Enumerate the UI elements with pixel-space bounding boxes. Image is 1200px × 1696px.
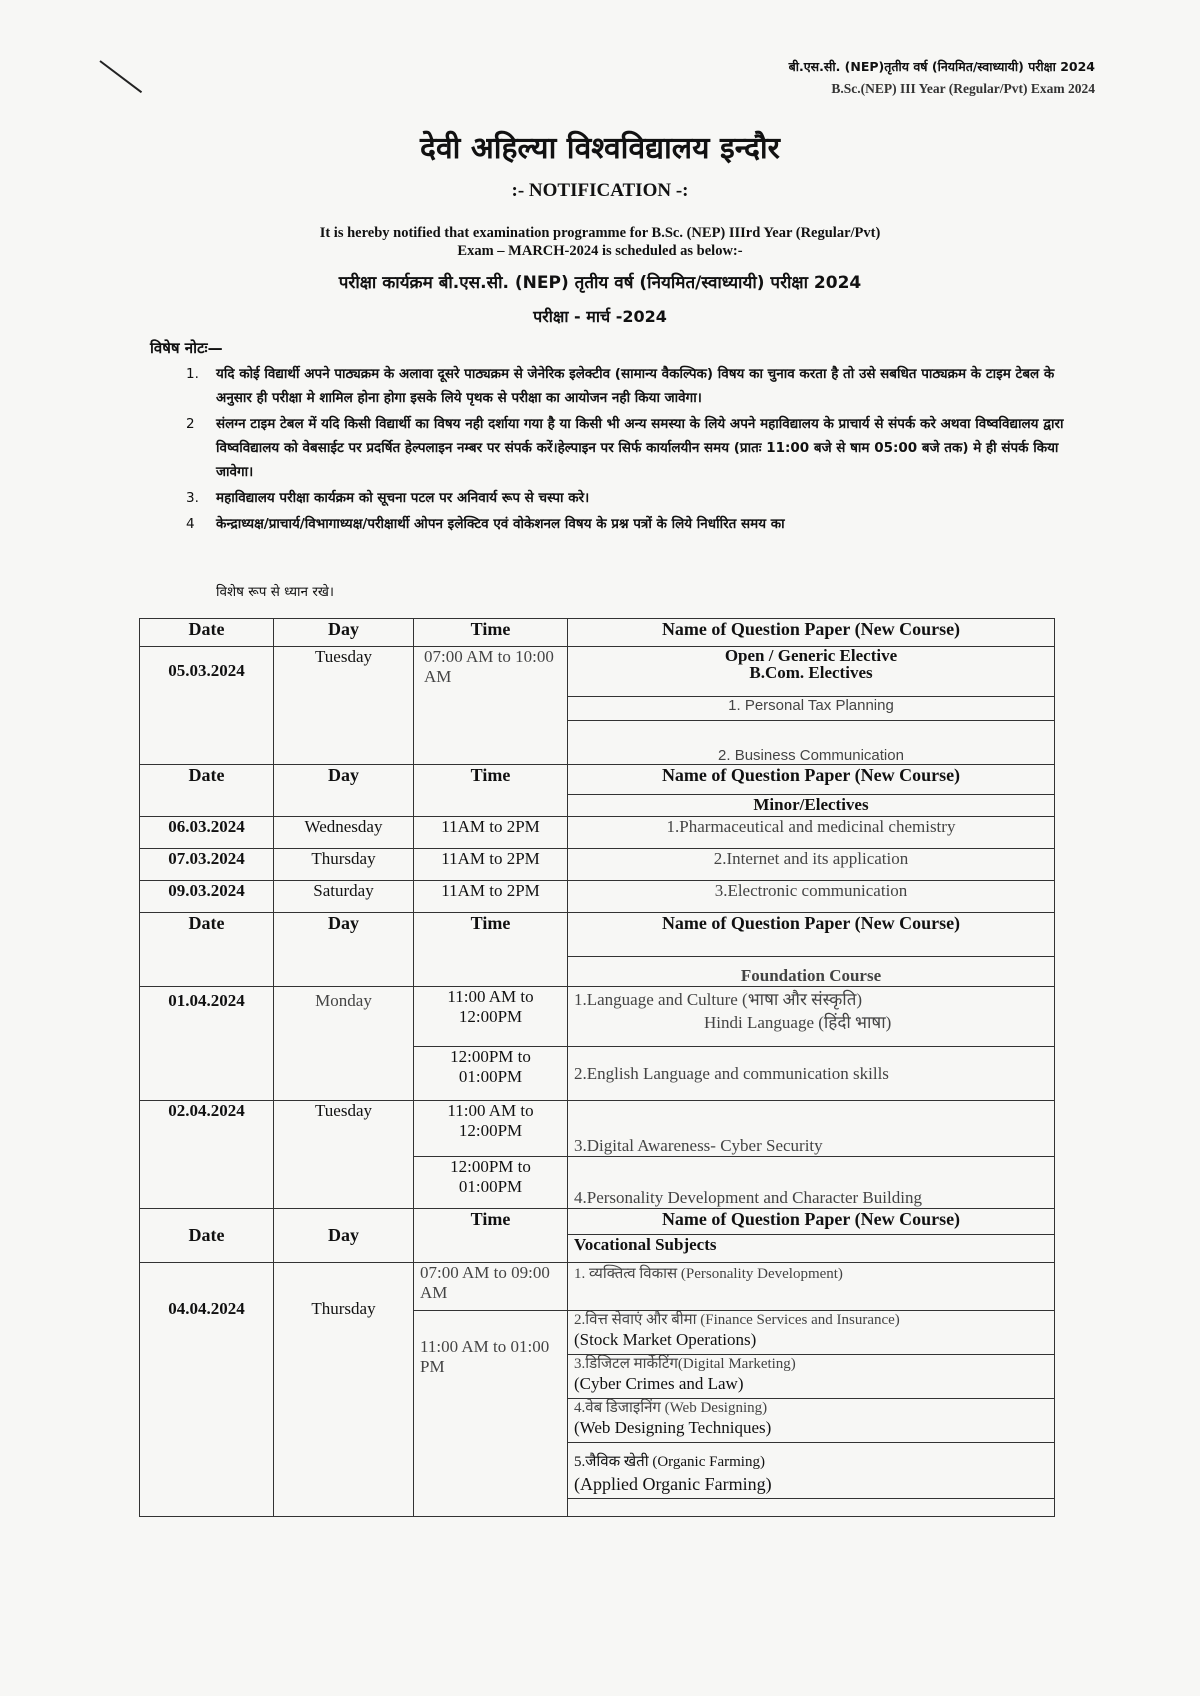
header-date: Date	[140, 765, 274, 817]
header-time: Time	[414, 619, 568, 647]
header-day: Day	[274, 765, 414, 817]
intro-line-2: Exam – MARCH-2024 is scheduled as below:-	[457, 243, 743, 259]
time-cell: 11AM to 2PM	[414, 849, 568, 881]
date-cell: 02.04.2024	[140, 1101, 274, 1209]
day-cell: Tuesday	[274, 1101, 414, 1209]
day-cell: Saturday	[274, 881, 414, 913]
date-cell: 04.04.2024	[140, 1263, 274, 1517]
time-cell: 07:00 AM to 10:00 AM	[414, 647, 568, 765]
header-paper: Name of Question Paper (New Course)	[568, 765, 1055, 795]
table-row	[140, 1101, 1055, 1157]
exam-title-hindi: बी.एस.सी. (NEP)तृतीय वर्ष (नियमित/स्वाध्यायी) परीक्षा 2024	[788, 59, 1095, 74]
paper-cell: 1. Personal Tax Planning	[568, 697, 1055, 721]
day-cell: Wednesday	[274, 817, 414, 849]
table-header-row	[140, 913, 1055, 957]
time-cell: 11:00 AM to 12:00PM	[414, 987, 568, 1047]
section-heading: Vocational Subjects	[568, 1235, 1055, 1263]
intro-line-1: It is hereby notified that examination programme for B.Sc. (NEP) IIIrd Year (Regular/Pvt)	[319, 225, 881, 241]
university-name: देवी अहिल्या विश्वविद्यालय इन्दौर	[420, 131, 780, 166]
date-cell: 06.03.2024	[140, 817, 274, 849]
section-heading: Minor/Electives	[568, 795, 1055, 817]
paper-cell: 1.Pharmaceutical and medicinal chemistry	[568, 817, 1055, 849]
header-paper: Name of Question Paper (New Course)	[568, 913, 1055, 957]
day-cell: Thursday	[274, 1263, 414, 1517]
time-cell: 11AM to 2PM	[414, 881, 568, 913]
header-day: Day	[274, 913, 414, 987]
table-row	[140, 987, 1055, 1047]
header-date: Date	[140, 913, 274, 987]
date-cell: 09.03.2024	[140, 881, 274, 913]
pen-mark	[99, 60, 142, 93]
paper-cell: 4.Personality Development and Character Building	[568, 1157, 1055, 1209]
intro-hindi: परीक्षा कार्यक्रम बी.एस.सी. (NEP) तृतीय वर्ष (नियमित/स्वाध्यायी) परीक्षा 2024	[338, 273, 862, 293]
paper-cell: 2.English Language and communication skills	[568, 1047, 1055, 1101]
time-cell: 11:00 AM to 01:00 PM	[414, 1311, 568, 1517]
table-row	[140, 817, 1055, 849]
time-cell: 12:00PM to 01:00PM	[414, 1157, 568, 1209]
table-row	[140, 1263, 1055, 1311]
table-row	[140, 881, 1055, 913]
day-cell: Tuesday	[274, 647, 414, 765]
header-paper: Name of Question Paper (New Course)	[568, 619, 1055, 647]
paper-cell: 4.वेब डिजाइनिंग (Web Designing) (Web Designing Techniques)	[568, 1399, 1055, 1443]
header-day: Day	[274, 1209, 414, 1263]
section-heading: Foundation Course	[568, 957, 1055, 987]
paper-cell: 3.Digital Awareness- Cyber Security	[568, 1101, 1055, 1157]
note-item: 1. यदि कोई विद्यार्थी अपने पाठ्यक्रम के अलावा दूसरे पाठ्यक्रम से जेनेरिक इलेक्टीव (सामान्य वैकल्पिक) विषय का चुनाव करता है तो उसे सबधित पाठ्यक्रम के टाइम टेबल के अनुसार ही परीक्षा मे शामिल होना होगा इसके लिये पृथक से परीक्षा का आयोजन नही किया जावेगा।	[186, 366, 1055, 406]
intro-text	[0, 224, 1200, 260]
paper-cell: 5.जैविक खेती (Organic Farming) (Applied Organic Farming)	[568, 1443, 1055, 1499]
exam-schedule-table	[139, 618, 1055, 1517]
paper-cell: 2.Internet and its application	[568, 849, 1055, 881]
table-row	[140, 849, 1055, 881]
date-cell: 01.04.2024	[140, 987, 274, 1101]
note-heading: विषेष नोटः—	[150, 339, 223, 357]
time-cell: 11:00 AM to 12:00PM	[414, 1101, 568, 1157]
time-cell: 07:00 AM to 09:00 AM	[414, 1263, 568, 1311]
exam-title-english: B.Sc.(NEP) III Year (Regular/Pvt) Exam 2024	[831, 81, 1095, 96]
paper-cell: 2.वित्त सेवाएं और बीमा (Finance Services and Insurance) (Stock Market Operations)	[568, 1311, 1055, 1355]
header-date: Date	[140, 619, 274, 647]
header-time: Time	[414, 1209, 568, 1263]
day-cell: Monday	[274, 987, 414, 1101]
notification-title: :- NOTIFICATION -:	[511, 180, 689, 201]
note-item: 2 संलग्न टाइम टेबल में यदि किसी विद्यार्थी का विषय नही दर्शाया गया है या किसी भी अन्य समस्या के लिये अपने महाविद्यालय के प्राचार्य से संपर्क करे अथवा विष्वविद्यालय द्वारा विष्वविद्यालय को वेबसाईट पर प्रदर्षित हेल्पलाइन नम्बर पर संपर्क करें।हेल्पाइन पर सिर्फ कार्यालयीन समय (प्रातः 11:00 बजे से षाम 05:00 बजे तक) मे ही संपर्क किया जावेगा।	[186, 416, 1064, 480]
day-cell: Thursday	[274, 849, 414, 881]
header-day: Day	[274, 619, 414, 647]
exam-month-hindi: परीक्षा - मार्च -2024	[533, 307, 667, 326]
note-tail: विशेष रूप से ध्यान रखे।	[216, 584, 335, 600]
paper-cell: 1.Language and Culture (भाषा और संस्कृति) Hindi Language (हिंदी भाषा)	[568, 987, 1055, 1047]
header-time: Time	[414, 765, 568, 817]
time-cell: 11AM to 2PM	[414, 817, 568, 849]
paper-cell: 1. व्यक्तित्व विकास (Personality Development)	[568, 1263, 1055, 1311]
date-cell: 07.03.2024	[140, 849, 274, 881]
section-heading: Open / Generic Elective B.Com. Electives	[568, 647, 1055, 697]
table-row	[140, 647, 1055, 697]
header-paper: Name of Question Paper (New Course)	[568, 1209, 1055, 1235]
table-header-row	[140, 619, 1055, 647]
time-cell: 12:00PM to 01:00PM	[414, 1047, 568, 1101]
paper-cell: 3.Electronic communication	[568, 881, 1055, 913]
empty-cell	[568, 1499, 1055, 1517]
exam-header	[789, 56, 1095, 100]
paper-cell: 3.डिजिटल मार्केटिंग(Digital Marketing) (Cyber Crimes and Law)	[568, 1355, 1055, 1399]
note-item: 3. महाविद्यालय परीक्षा कार्यक्रम को सूचना पटल पर अनिवार्य रूप से चस्पा करे।	[186, 490, 590, 506]
paper-cell: 2. Business Communication	[568, 721, 1055, 765]
notes-list	[180, 362, 1090, 538]
table-header-row	[140, 765, 1055, 795]
header-time: Time	[414, 913, 568, 987]
date-cell: 05.03.2024	[140, 647, 274, 765]
table-header-row	[140, 1209, 1055, 1235]
note-item: 4 केन्द्राध्यक्ष/प्राचार्य/विभागाध्यक्ष/परीक्षार्थी ओपन इलेक्टिव एवं वोकेशनल विषय के प्रश्न पत्रों के लिये निर्धारित समय का	[186, 516, 785, 532]
header-date: Date	[140, 1209, 274, 1263]
